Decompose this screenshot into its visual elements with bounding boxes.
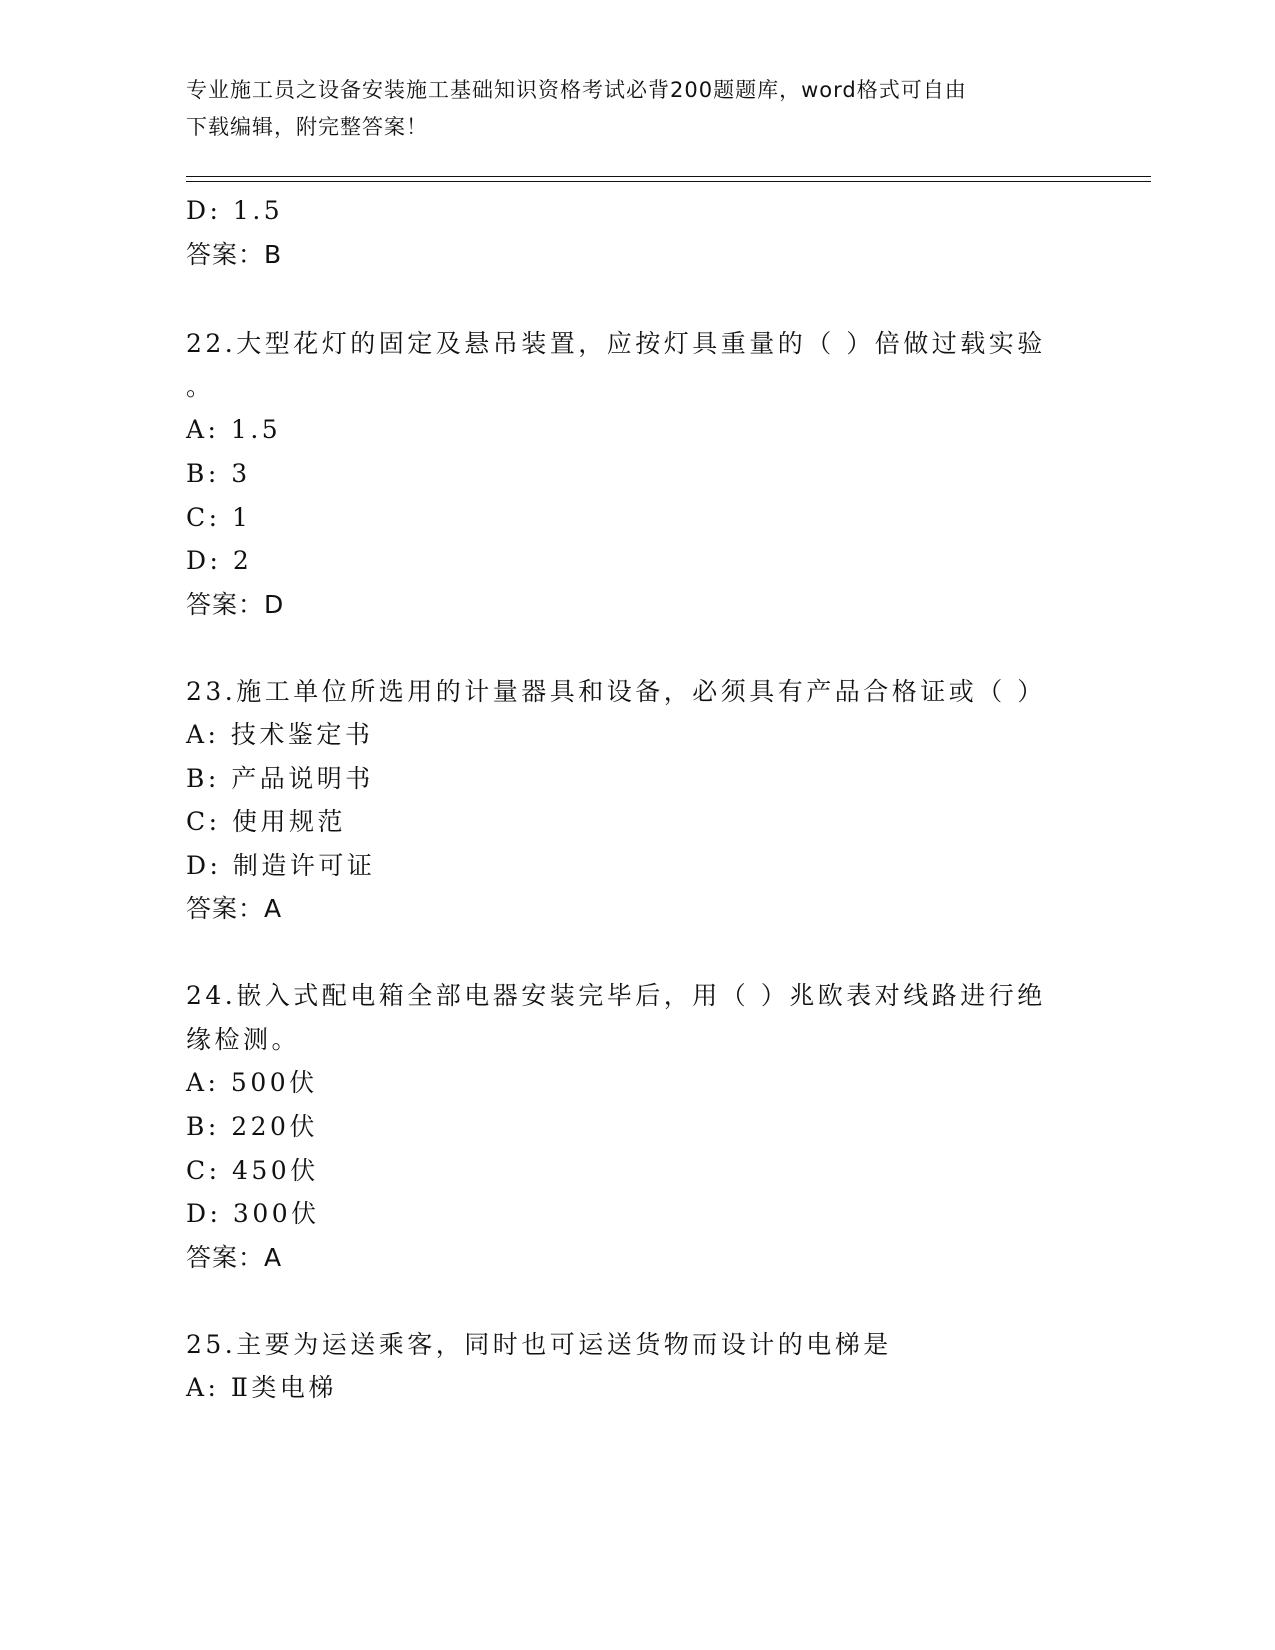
question-22-stem-line-1: 22.大型花灯的固定及悬吊装置，应按灯具重量的（ ）倍做过载实验 (186, 329, 1046, 358)
question-24-option-c: C: 450伏 (186, 1156, 319, 1185)
question-23-option-b: B: 产品说明书 (186, 764, 374, 793)
document-header (186, 72, 1086, 146)
answer-prev: 答案：B (186, 240, 283, 269)
question-22-option-d: D: 2 (186, 546, 253, 575)
question-24-option-b: B: 220伏 (186, 1112, 318, 1141)
question-22-option-c: C: 1 (186, 503, 252, 532)
question-24-stem-line-1: 24.嵌入式配电箱全部电器安装完毕后，用（ ）兆欧表对线路进行绝 (186, 981, 1046, 1010)
question-23-option-c: C: 使用规范 (186, 807, 346, 836)
question-24-answer: 答案：A (186, 1243, 283, 1272)
header-divider-bottom (186, 181, 1151, 182)
question-22-option-b: B: 3 (186, 459, 251, 488)
header-title-line-2: 下载编辑，附完整答案！ (186, 115, 428, 139)
question-25-option-a: A: Ⅱ类电梯 (186, 1373, 337, 1402)
question-22-answer: 答案：D (186, 590, 285, 619)
question-23-option-d: D: 制造许可证 (186, 851, 376, 880)
question-24-option-a: A: 500伏 (186, 1068, 318, 1097)
header-title-line-1: 专业施工员之设备安装施工基础知识资格考试必背200题题库，word格式可自由 (186, 78, 967, 102)
question-24-option-d: D: 300伏 (186, 1199, 320, 1228)
question-22-stem-line-2: 。 (186, 372, 215, 401)
question-23-stem-line-1: 23.施工单位所选用的计量器具和设备，必须具有产品合格证或（ ） (186, 677, 1046, 706)
question-23-option-a: A: 技术鉴定书 (186, 720, 374, 749)
question-25-stem-line-1: 25.主要为运送乘客，同时也可运送货物而设计的电梯是 (186, 1330, 892, 1359)
question-24-stem-line-2: 缘检测。 (186, 1025, 301, 1054)
header-divider-top (186, 176, 1151, 177)
question-23-answer: 答案：A (186, 894, 283, 923)
question-22-option-a: A: 1.5 (186, 415, 282, 444)
option-d-prev: D: 1.5 (186, 196, 284, 225)
